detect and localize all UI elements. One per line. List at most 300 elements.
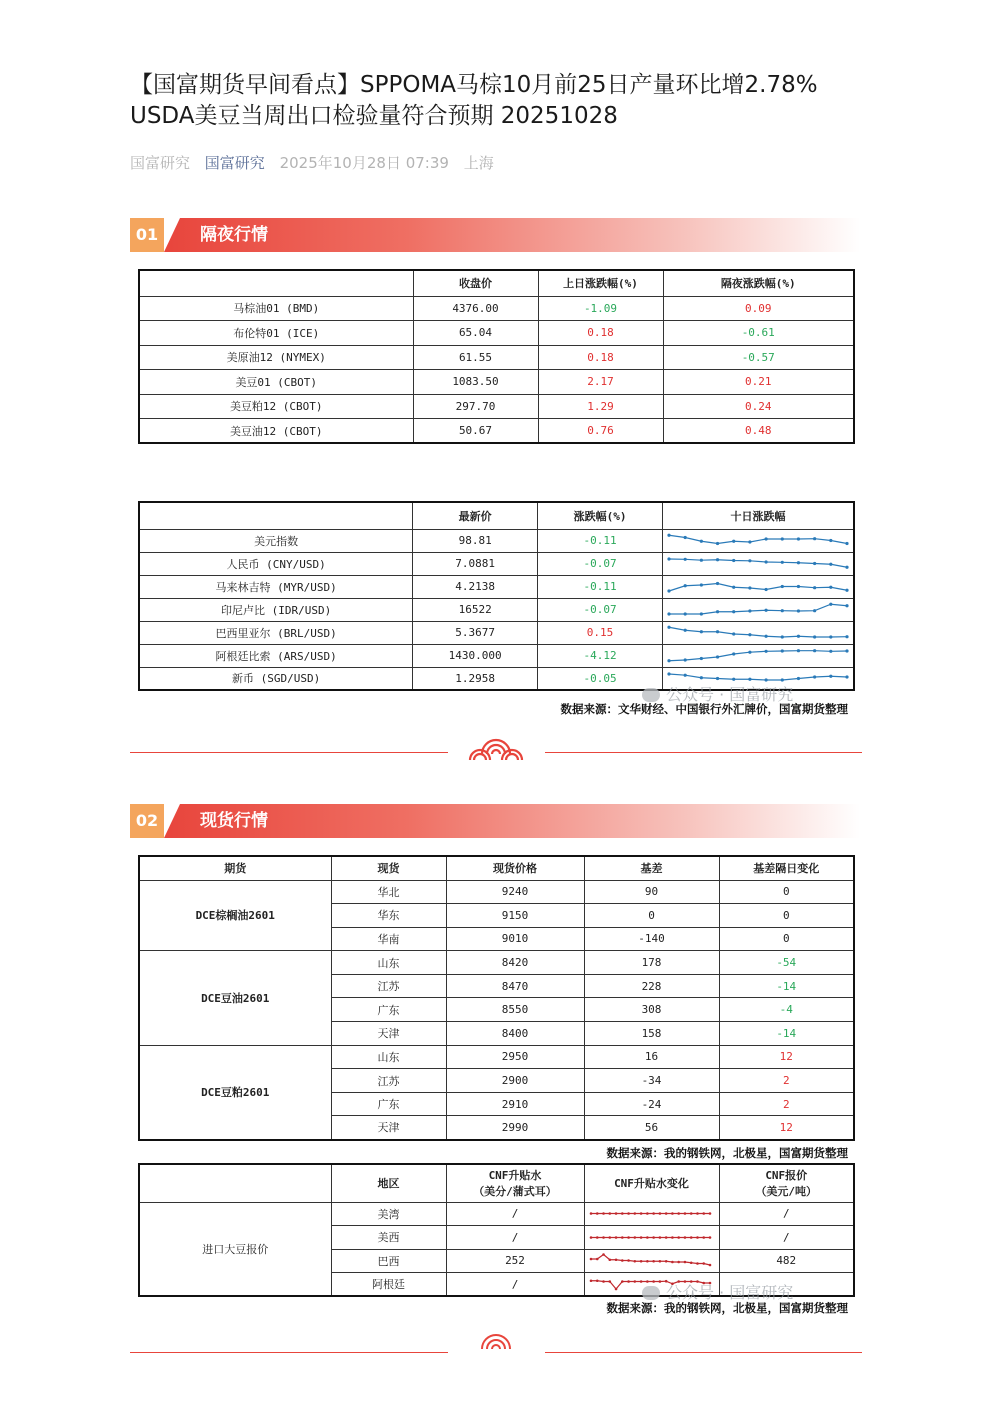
trend-point: [764, 588, 767, 591]
source-note-3: 数据来源：我的钢铁网，北极星，国富期货整理: [606, 1301, 848, 1315]
trend-point: [845, 566, 848, 569]
trend-point: [829, 674, 832, 677]
col-header-cnf: [446, 1164, 584, 1202]
trend-point: [671, 1261, 674, 1264]
trend-point: [716, 542, 719, 545]
trend-point: [683, 1236, 686, 1239]
ten-day-trend: [663, 621, 855, 644]
cnf-change-trend: [584, 1249, 719, 1273]
table-row: [139, 552, 854, 575]
trend-point: [639, 1212, 642, 1215]
trend-line: [669, 535, 847, 543]
trend-point: [700, 676, 703, 679]
trend-point: [748, 540, 751, 543]
trend-sparkline: [585, 1250, 716, 1271]
trend-point: [595, 1258, 598, 1261]
trend-point: [797, 537, 800, 540]
trend-point: [627, 1212, 630, 1215]
trend-point: [589, 1258, 592, 1261]
trend-point: [633, 1260, 636, 1263]
basis-change: 2: [719, 1092, 854, 1116]
trend-point: [658, 1260, 661, 1263]
trend-line: [669, 559, 847, 567]
close-price: 1083.50: [413, 370, 538, 395]
basis-change: -14: [719, 1022, 854, 1046]
trend-point: [602, 1280, 605, 1283]
origin-area: 美西: [331, 1226, 446, 1250]
trend-line: [669, 674, 847, 680]
table-row: [139, 1045, 854, 1069]
cnf-premium: 252: [446, 1249, 584, 1273]
trend-point: [677, 1212, 680, 1215]
trend-point: [614, 1259, 617, 1262]
trend-point: [781, 678, 784, 681]
currency-name: 美元指数: [139, 529, 413, 552]
trend-sparkline: [585, 1203, 716, 1224]
col-header-ten-day: 十日涨跌幅: [663, 502, 855, 529]
close-price: 61.55: [413, 345, 538, 370]
ten-day-trend: [663, 575, 855, 598]
overnight-change: -0.57: [663, 345, 854, 370]
basis: 56: [584, 1116, 719, 1140]
spot-price: 9240: [446, 880, 584, 904]
trend-point: [700, 583, 703, 586]
trend-point: [684, 673, 687, 676]
account-link[interactable]: 国富研究: [204, 154, 265, 172]
origin-area: 美湾: [331, 1202, 446, 1226]
trend-point: [677, 1261, 680, 1264]
source-note-2: 数据来源：我的钢铁网，北极星，国富期货整理: [606, 1146, 848, 1160]
trend-point: [813, 635, 816, 638]
quote-header-line1: CNF报价: [765, 1169, 808, 1183]
divider-right: [545, 752, 862, 753]
cnf-premium: /: [446, 1202, 584, 1226]
import-soybean-label: 进口大豆报价: [139, 1202, 331, 1296]
basis: -24: [584, 1092, 719, 1116]
close-price: 297.70: [413, 394, 538, 419]
trend-point: [829, 635, 832, 638]
table-row: [139, 644, 854, 667]
trend-point: [700, 657, 703, 660]
future-contract: DCE棕榈油2601: [139, 880, 331, 951]
cnf-quote: /: [719, 1202, 854, 1226]
trend-point: [829, 650, 832, 653]
trend-point: [602, 1253, 605, 1256]
basis: 228: [584, 974, 719, 998]
col-header-spot-price: 现货价格: [446, 856, 584, 880]
table-row: [139, 345, 854, 370]
basis: 90: [584, 880, 719, 904]
col-header-basis-change: 基差隔日变化: [719, 856, 854, 880]
col-header-close: 收盘价: [413, 270, 538, 296]
currency-name: 马来林吉特 (MYR/USD): [139, 575, 413, 598]
overnight-change: 0.24: [663, 394, 854, 419]
trend-point: [829, 539, 832, 542]
publish-location: 上海: [463, 154, 494, 172]
spot-price: 8470: [446, 974, 584, 998]
prev-day-change: 0.76: [538, 419, 663, 444]
basis: 308: [584, 998, 719, 1022]
change-percent: -0.11: [538, 575, 663, 598]
col-header-blank: [139, 1164, 331, 1202]
section-header-spot: [130, 804, 860, 838]
col-header-cnf-change: CNF升贴水变化: [584, 1164, 719, 1202]
latest-price: 1.2958: [413, 667, 538, 690]
trend-point: [813, 562, 816, 565]
cnf-change-trend: [584, 1202, 719, 1226]
col-header-future: 期货: [139, 856, 331, 880]
table-row: [139, 296, 854, 321]
trend-point: [732, 559, 735, 562]
trend-point: [614, 1287, 617, 1290]
change-percent: -0.07: [538, 552, 663, 575]
trend-point: [667, 672, 670, 675]
trend-point: [716, 630, 719, 633]
trend-point: [602, 1212, 605, 1215]
basis: 178: [584, 951, 719, 975]
trend-point: [732, 652, 735, 655]
contract-name: 美豆油12 (CBOT): [139, 419, 413, 444]
trend-point: [684, 629, 687, 632]
spot-basis-table: [138, 855, 855, 1141]
trend-point: [608, 1212, 611, 1215]
cloud-ornament-icon: [480, 1330, 512, 1350]
trend-point: [658, 1236, 661, 1239]
cnf-premium: /: [446, 1273, 584, 1297]
table-row: [139, 529, 854, 552]
trend-point: [664, 1260, 667, 1263]
spot-price: 8420: [446, 951, 584, 975]
source-note-1: 数据来源：文华财经、中国银行外汇牌价，国富期货整理: [560, 702, 848, 716]
trend-point: [748, 651, 751, 654]
trend-point: [781, 609, 784, 612]
trend-point: [797, 635, 800, 638]
title-line-1: 【国富期货早间看点】SPPOMA马棕10月前25日产量环比增2.78%: [130, 72, 818, 98]
trend-point: [781, 635, 784, 638]
trend-point: [683, 1261, 686, 1264]
latest-price: 4.2138: [413, 575, 538, 598]
trend-point: [677, 1236, 680, 1239]
trend-point: [671, 1212, 674, 1215]
trend-point: [683, 1212, 686, 1215]
import-soybean-table: [138, 1163, 855, 1297]
prev-day-change: -1.09: [538, 296, 663, 321]
trend-point: [716, 677, 719, 680]
basis-change: 12: [719, 1045, 854, 1069]
spot-region: 天津: [331, 1022, 446, 1046]
trend-sparkline: [663, 622, 853, 643]
overnight-change: 0.09: [663, 296, 854, 321]
spot-region: 华南: [331, 927, 446, 951]
trend-point: [621, 1212, 624, 1215]
future-contract: DCE豆粕2601: [139, 1045, 331, 1139]
section-banner: [164, 804, 860, 838]
trend-point: [602, 1236, 605, 1239]
table-row: [139, 370, 854, 395]
change-percent: -4.12: [538, 644, 663, 667]
trend-line: [669, 651, 847, 661]
col-header-name: [139, 502, 413, 529]
prev-day-change: 1.29: [538, 394, 663, 419]
spot-region: 华北: [331, 880, 446, 904]
trend-point: [829, 563, 832, 566]
trend-point: [732, 586, 735, 589]
spot-region: 江苏: [331, 974, 446, 998]
basis: -34: [584, 1069, 719, 1093]
contract-name: 美原油12 (NYMEX): [139, 345, 413, 370]
contract-name: 马棕油01 (BMD): [139, 296, 413, 321]
trend-point: [845, 649, 848, 652]
table-row: [139, 598, 854, 621]
trend-point: [667, 612, 670, 615]
change-percent: 0.15: [538, 621, 663, 644]
trend-point: [829, 603, 832, 606]
change-percent: -0.11: [538, 529, 663, 552]
latest-price: 5.3677: [413, 621, 538, 644]
basis-change: 12: [719, 1116, 854, 1140]
trend-point: [595, 1236, 598, 1239]
trend-point: [716, 582, 719, 585]
col-header-quote: [719, 1164, 854, 1202]
trend-point: [845, 542, 848, 545]
trend-point: [748, 677, 751, 680]
trend-point: [589, 1236, 592, 1239]
trend-point: [608, 1280, 611, 1283]
trend-point: [639, 1236, 642, 1239]
trend-point: [627, 1280, 630, 1283]
origin-area: 阿根廷: [331, 1273, 446, 1297]
table-row: [139, 321, 854, 346]
trend-point: [621, 1280, 624, 1283]
trend-point: [813, 586, 816, 589]
wechat-icon: [642, 1286, 660, 1300]
trend-point: [748, 559, 751, 562]
trend-point: [732, 610, 735, 613]
currency-name: 印尼卢比 (IDR/USD): [139, 598, 413, 621]
trend-point: [797, 585, 800, 588]
trend-point: [689, 1212, 692, 1215]
ten-day-trend: [663, 644, 855, 667]
trend-point: [700, 630, 703, 633]
trend-line: [669, 627, 847, 637]
close-price: 50.67: [413, 419, 538, 444]
trend-point: [589, 1212, 592, 1215]
trend-point: [633, 1280, 636, 1283]
trend-point: [684, 658, 687, 661]
trend-point: [797, 677, 800, 680]
trend-point: [639, 1260, 642, 1263]
trend-point: [702, 1236, 705, 1239]
trend-point: [781, 649, 784, 652]
cnf-quote: /: [719, 1226, 854, 1250]
trend-point: [689, 1236, 692, 1239]
trend-point: [664, 1236, 667, 1239]
trend-point: [764, 635, 767, 638]
prev-day-change: 2.17: [538, 370, 663, 395]
trend-sparkline: [585, 1227, 716, 1248]
section-label: 隔夜行情: [200, 225, 268, 245]
trend-sparkline: [663, 576, 853, 597]
cnf-header-line1: CNF升贴水: [488, 1169, 542, 1183]
trend-point: [696, 1236, 699, 1239]
table-row: [139, 1202, 854, 1226]
trend-point: [652, 1260, 655, 1263]
trend-point: [732, 677, 735, 680]
trend-point: [716, 655, 719, 658]
spot-region: 江苏: [331, 1069, 446, 1093]
basis-change: 2: [719, 1069, 854, 1093]
ten-day-trend: [663, 529, 855, 552]
col-header-latest: 最新价: [413, 502, 538, 529]
divider-right: [545, 1352, 862, 1353]
trend-point: [667, 589, 670, 592]
col-header-name: [139, 270, 413, 296]
trend-point: [748, 609, 751, 612]
trend-point: [595, 1279, 598, 1282]
section-number: 01: [130, 218, 164, 252]
trend-point: [845, 675, 848, 678]
spot-price: 9010: [446, 927, 584, 951]
trend-point: [748, 633, 751, 636]
trend-point: [813, 649, 816, 652]
trend-point: [813, 675, 816, 678]
trend-point: [608, 1236, 611, 1239]
contract-name: 布伦特01 (ICE): [139, 321, 413, 346]
trend-point: [845, 635, 848, 638]
col-header-spot: 现货: [331, 856, 446, 880]
trend-point: [708, 1264, 711, 1267]
trend-point: [764, 678, 767, 681]
cnf-premium: /: [446, 1226, 584, 1250]
overnight-change: 0.48: [663, 419, 854, 444]
trend-point: [658, 1212, 661, 1215]
trend-point: [633, 1236, 636, 1239]
spot-region: 广东: [331, 998, 446, 1022]
basis-change: 0: [719, 880, 854, 904]
quote-header-line2: （美元/吨）: [755, 1185, 818, 1199]
trend-point: [595, 1212, 598, 1215]
basis-change: -54: [719, 951, 854, 975]
table-row: [139, 394, 854, 419]
trend-point: [732, 632, 735, 635]
trend-point: [748, 586, 751, 589]
trend-point: [684, 536, 687, 539]
trend-point: [781, 537, 784, 540]
currency-name: 新币 (SGD/USD): [139, 667, 413, 690]
basis-change: 0: [719, 927, 854, 951]
spot-price: 9150: [446, 904, 584, 928]
ten-day-trend: [663, 552, 855, 575]
section-number: 02: [130, 804, 164, 838]
trend-point: [716, 558, 719, 561]
cnf-change-trend: [584, 1226, 719, 1250]
trend-point: [671, 1236, 674, 1239]
trend-sparkline: [663, 645, 853, 666]
trend-point: [667, 659, 670, 662]
currency-name: 人民币 (CNY/USD): [139, 552, 413, 575]
section-banner: [164, 218, 860, 252]
spot-price: 2900: [446, 1069, 584, 1093]
overnight-change: -0.61: [663, 321, 854, 346]
trend-point: [700, 612, 703, 615]
origin-area: 巴西: [331, 1249, 446, 1273]
trend-point: [689, 1262, 692, 1265]
change-percent: -0.07: [538, 598, 663, 621]
trend-line: [669, 604, 847, 614]
close-price: 65.04: [413, 321, 538, 346]
trend-point: [797, 649, 800, 652]
trend-point: [716, 610, 719, 613]
prev-day-change: 0.18: [538, 345, 663, 370]
basis-change: 0: [719, 904, 854, 928]
trend-point: [652, 1212, 655, 1215]
publish-datetime: 2025年10月28日 07:39: [279, 154, 449, 172]
cnf-header-line2: （美分/蒲式耳）: [473, 1185, 557, 1199]
trend-point: [764, 560, 767, 563]
trend-point: [627, 1259, 630, 1262]
trend-point: [684, 558, 687, 561]
trend-point: [627, 1236, 630, 1239]
article-meta: [130, 152, 504, 173]
spot-price: 8400: [446, 1022, 584, 1046]
trend-point: [829, 586, 832, 589]
trend-point: [845, 589, 848, 592]
trend-point: [696, 1262, 699, 1265]
trend-point: [667, 557, 670, 560]
trend-point: [646, 1260, 649, 1263]
col-header-prev-change: 上日涨跌幅(%): [538, 270, 663, 296]
spot-region: 广东: [331, 1092, 446, 1116]
watermark-text: 公众号 · 国富研究: [666, 685, 794, 704]
trend-point: [646, 1236, 649, 1239]
trend-sparkline: [663, 553, 853, 574]
table-row: [139, 880, 854, 904]
wechat-icon: [642, 688, 660, 702]
ten-day-trend: [663, 598, 855, 621]
trend-point: [708, 1212, 711, 1215]
fx-table: [138, 501, 855, 691]
spot-region: 山东: [331, 1045, 446, 1069]
trend-point: [614, 1236, 617, 1239]
section-header-overnight: [130, 218, 860, 252]
section-label: 现货行情: [200, 811, 268, 831]
trend-point: [764, 537, 767, 540]
trend-point: [614, 1212, 617, 1215]
spot-price: 2990: [446, 1116, 584, 1140]
contract-name: 美豆01 (CBOT): [139, 370, 413, 395]
trend-point: [764, 609, 767, 612]
watermark-text: 公众号 · 国富研究: [666, 1283, 794, 1302]
spot-price: 8550: [446, 998, 584, 1022]
trend-point: [702, 1212, 705, 1215]
contract-name: 美豆粕12 (CBOT): [139, 394, 413, 419]
trend-point: [621, 1259, 624, 1262]
col-header-basis: 基差: [584, 856, 719, 880]
trend-point: [732, 540, 735, 543]
spot-region: 华东: [331, 904, 446, 928]
col-header-area: 地区: [331, 1164, 446, 1202]
trend-point: [813, 609, 816, 612]
trend-line: [669, 584, 847, 592]
table-row: [139, 951, 854, 975]
trend-point: [664, 1212, 667, 1215]
trend-sparkline: [663, 530, 853, 551]
spot-region: 天津: [331, 1116, 446, 1140]
col-header-change: 涨跌幅(%): [538, 502, 663, 529]
trend-point: [646, 1212, 649, 1215]
trend-point: [797, 561, 800, 564]
overnight-futures-table: [138, 269, 855, 444]
